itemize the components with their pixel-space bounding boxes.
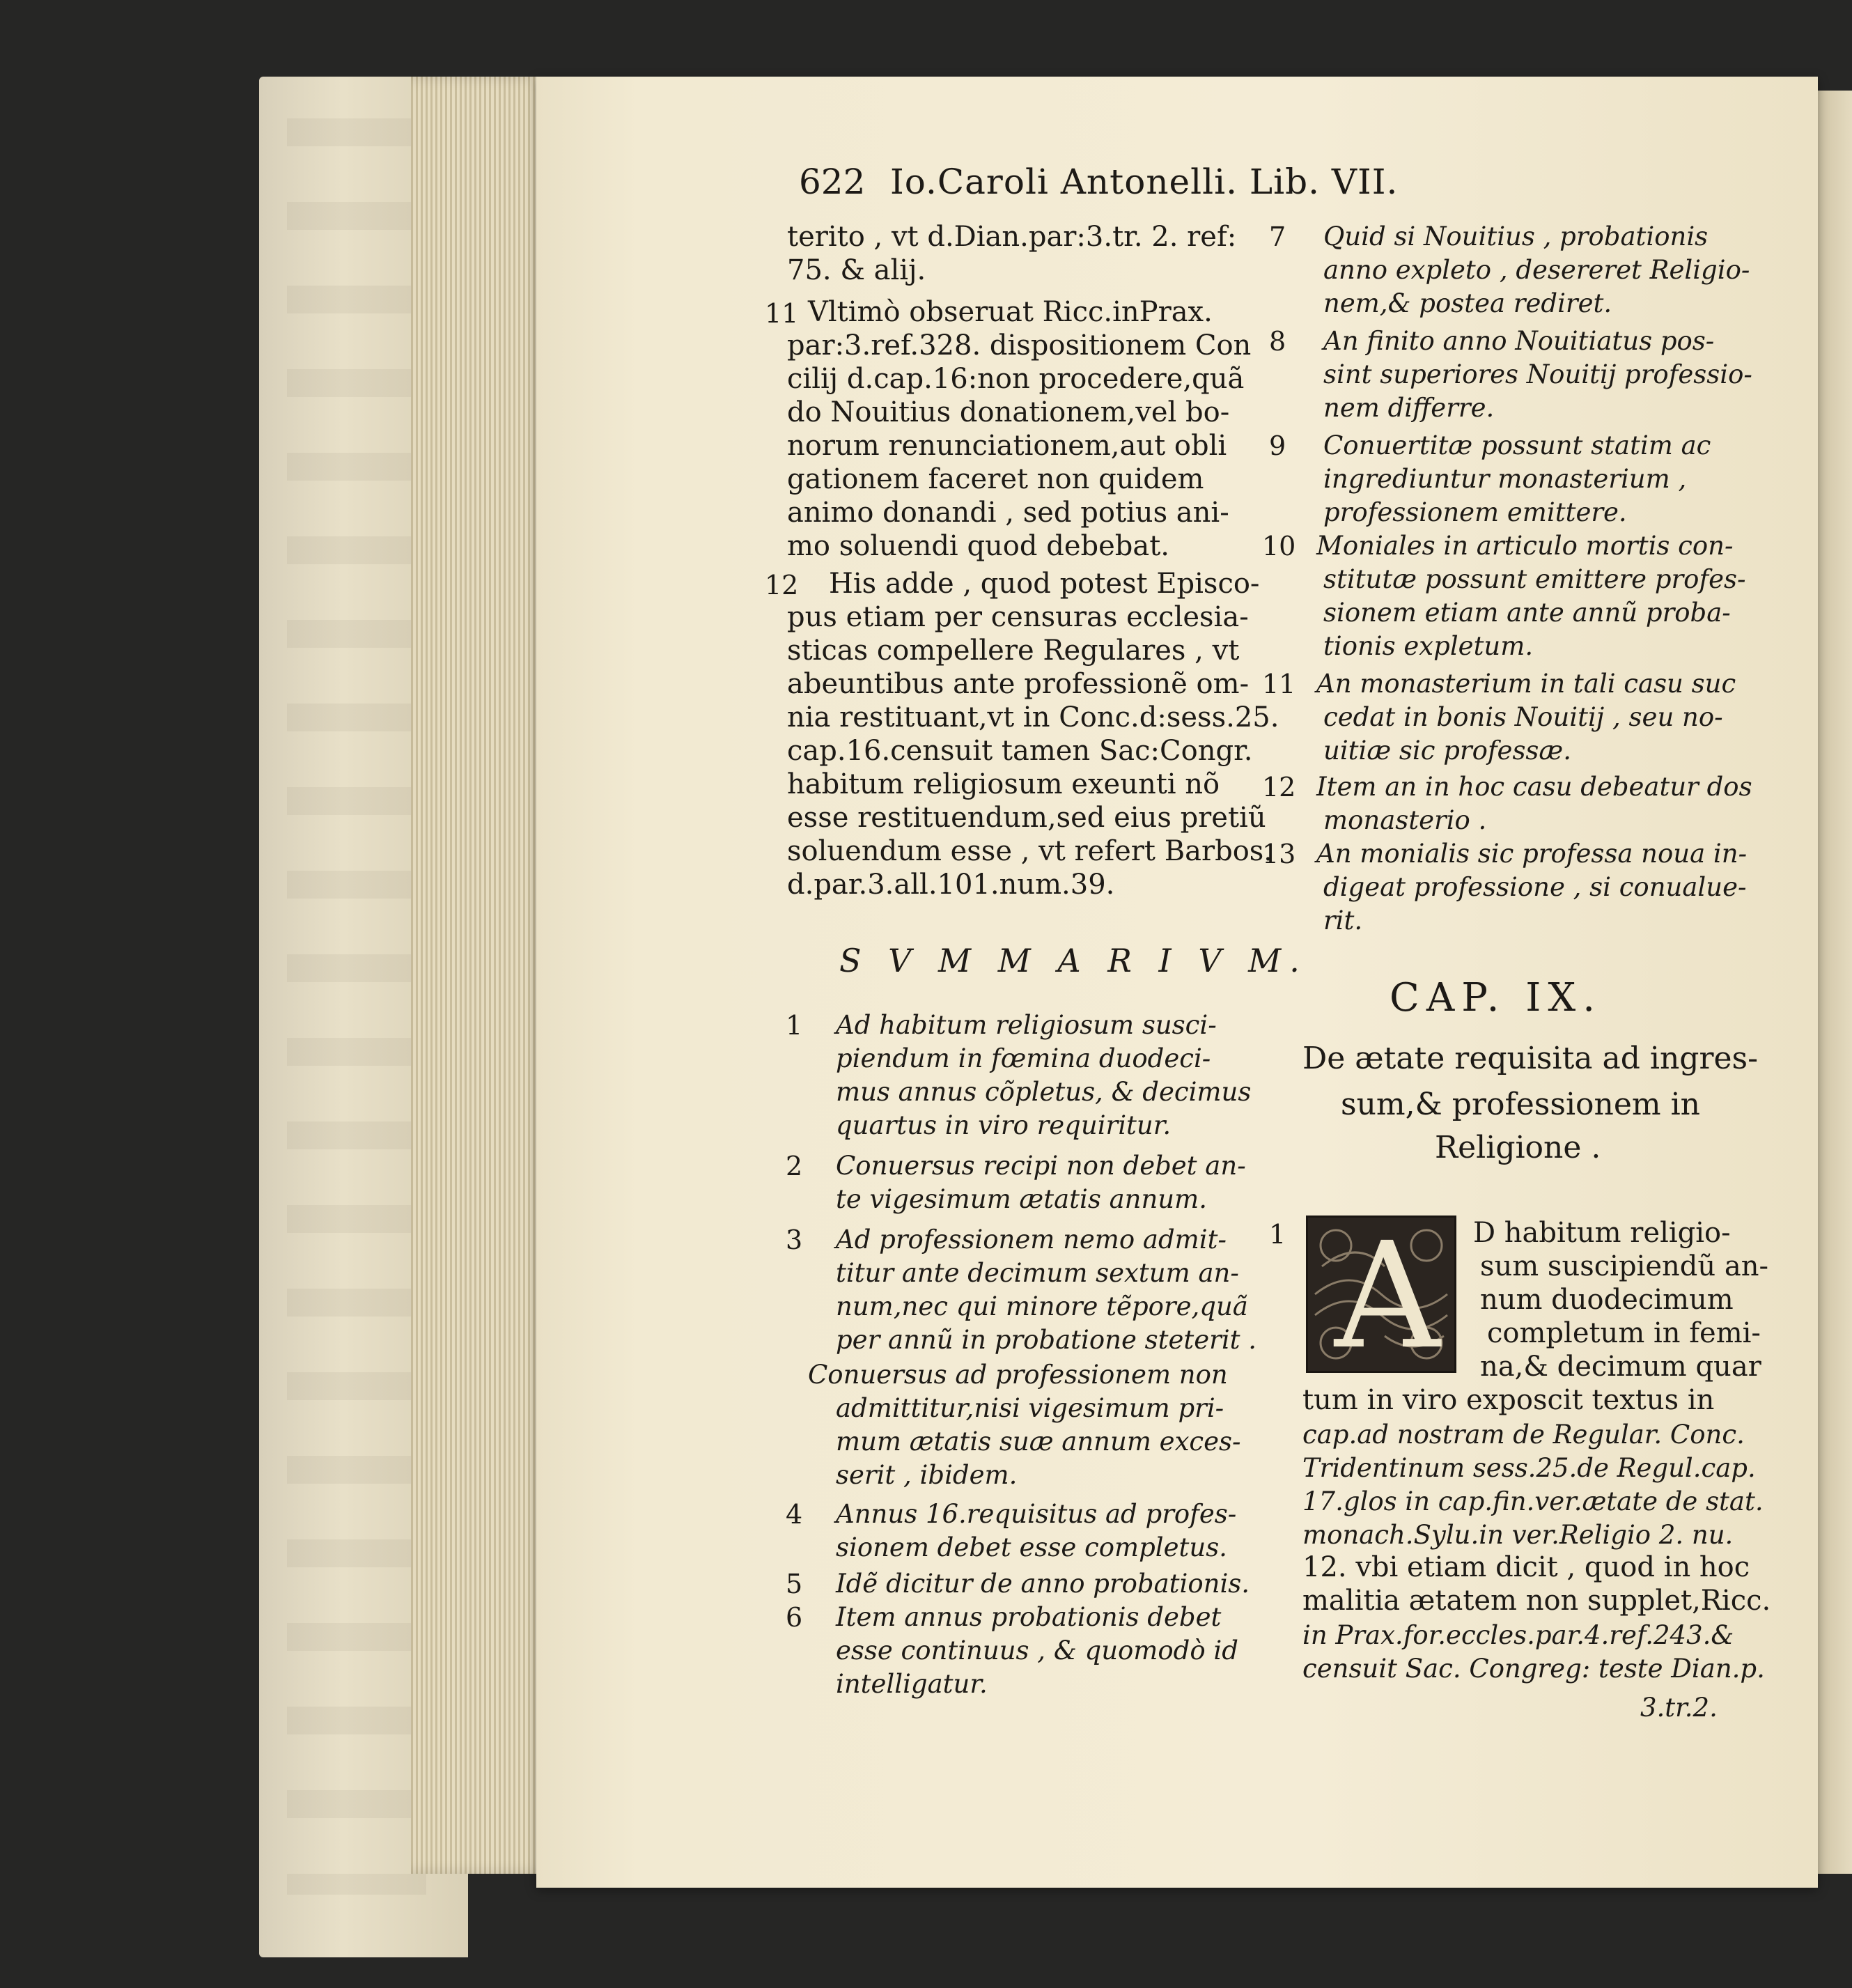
line-number: 5	[786, 1569, 803, 1599]
text-line: anno expleto , desereret Religio-	[1323, 255, 1750, 285]
decorated-initial	[1306, 1211, 1456, 1381]
text-line: mus annus cõpletus, & decimus	[836, 1077, 1252, 1107]
text-line: His adde , quod potest Episco-	[829, 568, 1260, 600]
cover-stain	[287, 118, 426, 1895]
text-line: esse restituendum,sed eius pretiũ	[787, 802, 1266, 834]
text-line: intelligatur.	[836, 1669, 988, 1699]
text-line: Quid si Nouitius , probationis	[1323, 222, 1709, 251]
text-line: piendum in fœmina duodeci-	[836, 1043, 1211, 1073]
text-line: par:3.ref.328. dispositionem Con	[787, 329, 1252, 362]
text-line: digeat professione , si conualue-	[1323, 872, 1747, 902]
page-stack-edge	[411, 77, 550, 1874]
line-number: 10	[1262, 531, 1296, 561]
text-line: tionis expletum.	[1323, 631, 1534, 661]
text-line: d.par.3.all.101.num.39.	[787, 869, 1115, 901]
running-title: Io.Caroli Antonelli. Lib. VII.	[890, 162, 1399, 202]
text-line: nia restituant,vt in Conc.d:sess.25.	[787, 701, 1279, 733]
text-line: sum suscipiendũ an-	[1480, 1250, 1768, 1282]
text-line: Conuersus recipi non debet an-	[836, 1151, 1246, 1181]
text-line: An monialis sic professa noua in-	[1316, 839, 1748, 869]
chapter-subtitle-line: sum,& professionem in	[1341, 1087, 1701, 1122]
text-line: Conuertitæ possunt statim ac	[1323, 430, 1711, 460]
text-line: per annũ in probatione steterit .	[836, 1325, 1257, 1355]
line-number: 11	[765, 298, 799, 329]
text-line: quartus in viro requiritur.	[836, 1110, 1172, 1140]
text-line: sionem debet esse completus.	[836, 1532, 1227, 1562]
text-line: sticas compellere Regulares , vt	[787, 635, 1240, 667]
text-line: sint superiores Nouitij professio-	[1323, 359, 1752, 389]
text-line: censuit Sac. Congreg: teste Dian.p.	[1302, 1654, 1765, 1684]
text-line: uitiæ sic professæ.	[1323, 736, 1571, 766]
text-line: 75. & alij.	[787, 254, 926, 286]
chapter-subtitle-line: Religione .	[1435, 1130, 1601, 1165]
line-number: 3	[786, 1225, 803, 1255]
text-line: D habitum religio-	[1473, 1217, 1731, 1249]
text-line: titur ante decimum sextum an-	[836, 1258, 1239, 1288]
text-line: An finito anno Nouitiatus pos-	[1323, 326, 1715, 356]
text-line: do Nouitius donationem,vel bo-	[787, 396, 1230, 428]
text-line: completum in femi-	[1487, 1317, 1761, 1349]
line-number: 8	[1269, 326, 1286, 357]
text-line: mum ætatis suæ annum exces-	[836, 1427, 1241, 1457]
line-number: 1	[786, 1010, 803, 1041]
text-line: Item an in hoc casu debeatur dos	[1316, 772, 1752, 802]
chapter-title: CAP. IX.	[1390, 975, 1603, 1020]
text-line: admittitur,nisi vigesimum pri-	[836, 1393, 1224, 1423]
text-line: na,& decimum quar	[1480, 1351, 1761, 1383]
text-line: cap.ad nostram de Regular. Conc.	[1302, 1420, 1745, 1450]
text-line: 12. vbi etiam dicit , quod in hoc	[1302, 1551, 1750, 1583]
line-number: 4	[786, 1499, 803, 1530]
text-line: norum renunciationem,aut obli	[787, 430, 1227, 462]
text-line: monach.Sylu.in ver.Religio 2. nu.	[1302, 1520, 1734, 1550]
initial-letter: A	[1334, 1211, 1440, 1381]
line-number: 11	[1262, 669, 1296, 699]
text-line: animo donandi , sed potius ani-	[787, 497, 1229, 529]
text-line: sionem etiam ante annũ proba-	[1323, 598, 1731, 628]
text-line: rit.	[1323, 906, 1363, 935]
line-number: 6	[786, 1602, 803, 1633]
line-number: 1	[1269, 1219, 1286, 1250]
text-line: te vigesimum ætatis annum.	[836, 1184, 1207, 1214]
text-line: stitutæ possunt emittere profes-	[1323, 564, 1746, 594]
text-line: cilij d.cap.16:non procedere,quã	[787, 363, 1245, 395]
text-line: serit , ibidem.	[836, 1460, 1018, 1490]
line-number: 7	[1269, 222, 1286, 252]
text-line: monasterio .	[1323, 805, 1487, 835]
chapter-subtitle-line: De ætate requisita ad ingres-	[1302, 1041, 1758, 1076]
facing-page-edge	[1818, 91, 1852, 1874]
summarium-heading: S V M M A R I V M.	[839, 942, 1308, 979]
text-line: Tridentinum sess.25.de Regul.cap.	[1302, 1453, 1756, 1483]
text-line: habitum religiosum exeunti nõ	[787, 768, 1220, 800]
text-line: Idẽ dicitur de anno probationis.	[836, 1569, 1250, 1599]
text-line: ingrediuntur monasterium ,	[1323, 464, 1687, 494]
text-line: Moniales in articulo mortis con-	[1316, 531, 1734, 561]
line-number: 2	[786, 1151, 803, 1181]
text-line: soluendum esse , vt refert Barbos.	[787, 835, 1273, 867]
text-line: pus etiam per censuras ecclesia-	[787, 601, 1249, 633]
text-line: in Prax.for.eccles.par.4.ref.243.&	[1302, 1620, 1734, 1650]
text-line: Conuersus ad professionem non	[808, 1360, 1228, 1390]
text-line: cap.16.censuit tamen Sac:Congr.	[787, 735, 1253, 767]
text-line: num,nec qui minore tẽpore,quã	[836, 1291, 1248, 1321]
text-line: Item annus probationis debet	[836, 1602, 1222, 1632]
line-number: 13	[1262, 839, 1296, 869]
text-line: Ad habitum religiosum susci-	[836, 1010, 1217, 1040]
text-line: 17.glos in cap.fin.ver.ætate de stat.	[1302, 1486, 1764, 1516]
line-number: 9	[1269, 430, 1286, 461]
text-line: cedat in bonis Nouitij , seu no-	[1323, 702, 1723, 732]
text-line: malitia ætatem non supplet,Ricc.	[1302, 1585, 1771, 1617]
text-line: An monasterium in tali casu suc	[1316, 669, 1736, 699]
text-line: nem,& postea rediret.	[1323, 288, 1612, 318]
text-line: tum in viro exposcit textus in	[1302, 1384, 1715, 1416]
text-line: Annus 16.requisitus ad profes-	[836, 1499, 1237, 1529]
text-line: 3.tr.2.	[1640, 1693, 1718, 1723]
text-line: gationem faceret non quidem	[787, 463, 1204, 495]
text-line: num duodecimum	[1480, 1284, 1734, 1316]
text-line: mo soluendi quod debebat.	[787, 530, 1170, 562]
page-number: 622	[799, 162, 866, 202]
text-line: professionem emittere.	[1323, 497, 1627, 527]
text-line: terito , vt d.Dian.par:3.tr. 2. ref:	[787, 221, 1237, 253]
text-line: Vltimò obseruat Ricc.inPrax.	[808, 296, 1213, 328]
line-number: 12	[1262, 772, 1296, 802]
line-number: 12	[765, 570, 799, 600]
text-line: abeuntibus ante professionẽ om-	[787, 668, 1250, 700]
text-line: nem differre.	[1323, 393, 1495, 423]
text-line: Ad professionem nemo admit-	[836, 1225, 1227, 1255]
text-line: esse continuus , & quomodò id	[836, 1636, 1238, 1665]
